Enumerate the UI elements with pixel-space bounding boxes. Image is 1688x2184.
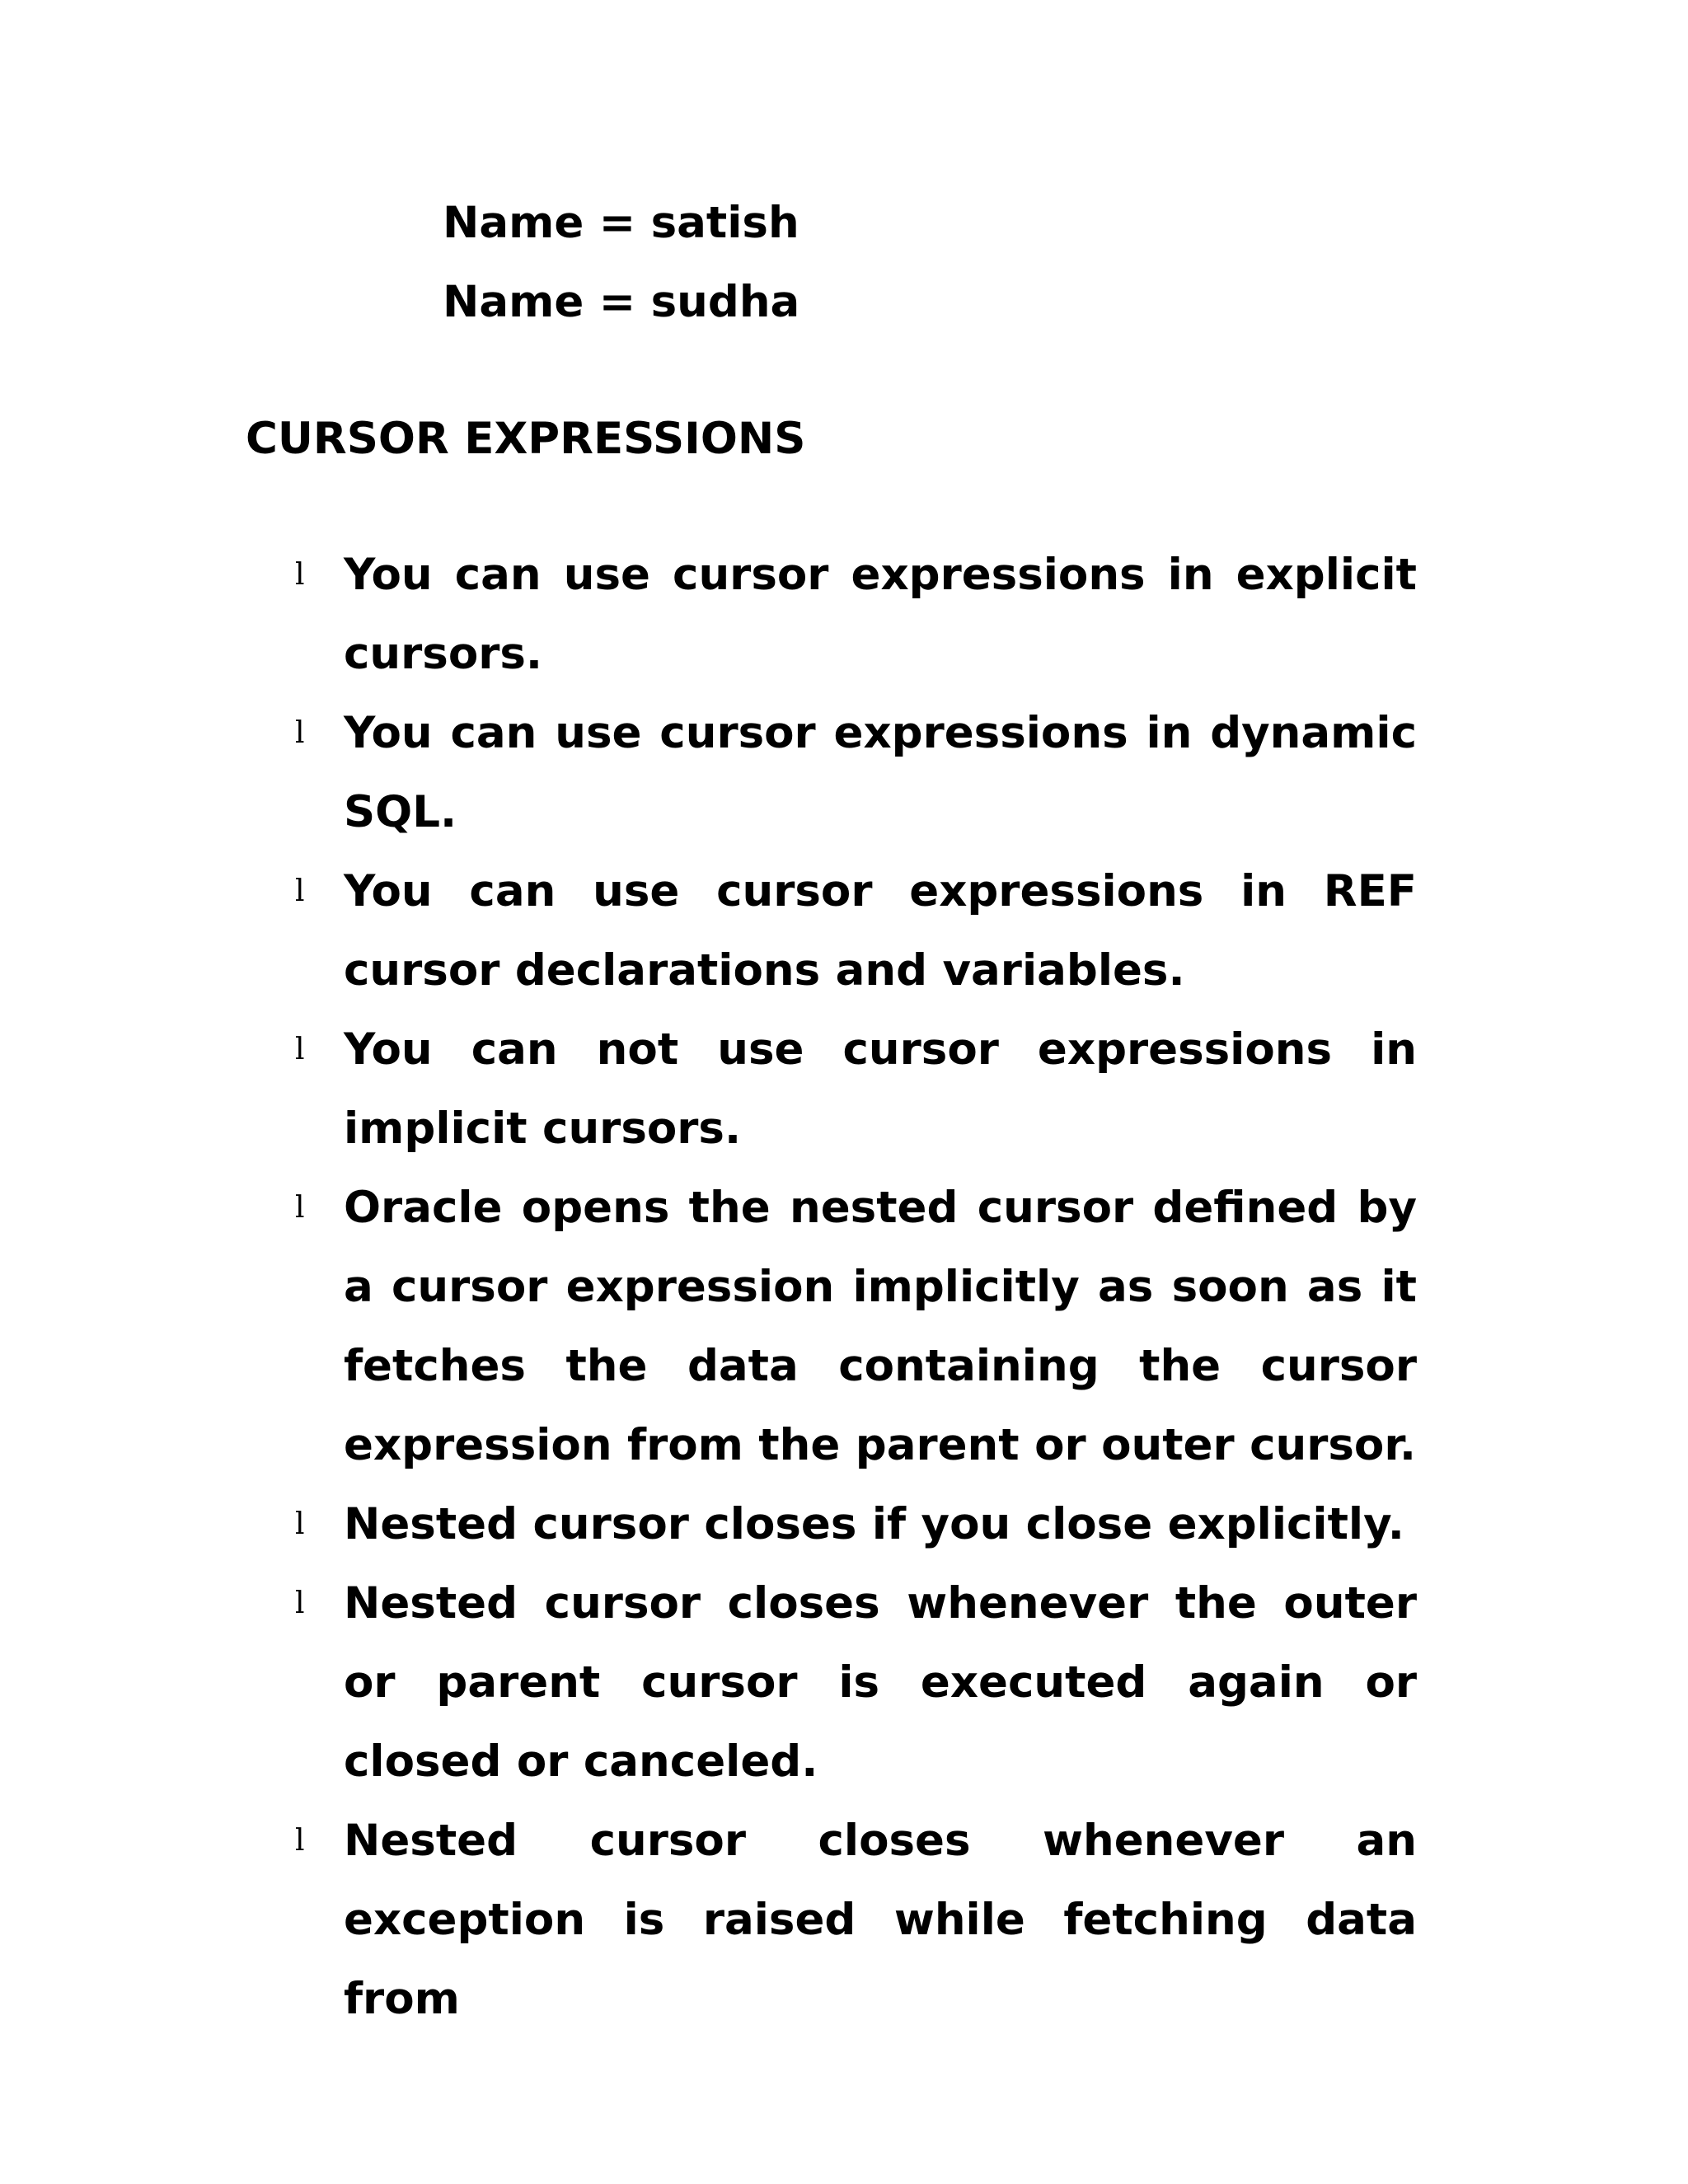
bullet-text: Nested cursor closes whenever the outer or parent cursor is executed again or closed or canceled. <box>344 1578 1417 1787</box>
output-line: Name = satish <box>443 198 799 248</box>
list-item <box>0 694 1688 852</box>
bullet-marker: l <box>295 874 305 908</box>
bullet-text: Nested cursor closes if you close explicitly. <box>344 1499 1404 1549</box>
bullet-marker: l <box>295 1507 305 1541</box>
bullet-text: You can use cursor expressions in REF cursor declarations and variables. <box>344 866 1417 996</box>
bullet-list <box>0 536 1688 2039</box>
list-item <box>0 1485 1688 1564</box>
list-item <box>0 1802 1688 2039</box>
bullet-marker: l <box>295 558 305 592</box>
list-item <box>0 1010 1688 1169</box>
section-heading: CURSOR EXPRESSIONS <box>246 414 806 464</box>
bullet-text: Oracle opens the nested cursor defined by a cursor expression implicitly as soon as it fetches the data containing the cursor expression from the parent or outer cursor. <box>344 1183 1417 1470</box>
output-line: Name = sudha <box>443 277 800 327</box>
bullet-marker: l <box>295 1586 305 1620</box>
bullet-text: You can use cursor expressions in dynamic SQL. <box>344 708 1417 837</box>
bullet-text: You can use cursor expressions in explicit cursors. <box>344 550 1417 679</box>
bullet-text: You can not use cursor expressions in implicit cursors. <box>344 1024 1417 1154</box>
list-item <box>0 536 1688 694</box>
list-item <box>0 1169 1688 1485</box>
bullet-marker: l <box>295 716 305 750</box>
list-item <box>0 852 1688 1010</box>
bullet-marker: l <box>295 1824 305 1858</box>
bullet-marker: l <box>295 1191 305 1225</box>
list-item <box>0 1564 1688 1802</box>
bullet-text: Nested cursor closes whenever an exception is raised while fetching data from <box>344 1816 1417 2024</box>
bullet-marker: l <box>295 1033 305 1066</box>
